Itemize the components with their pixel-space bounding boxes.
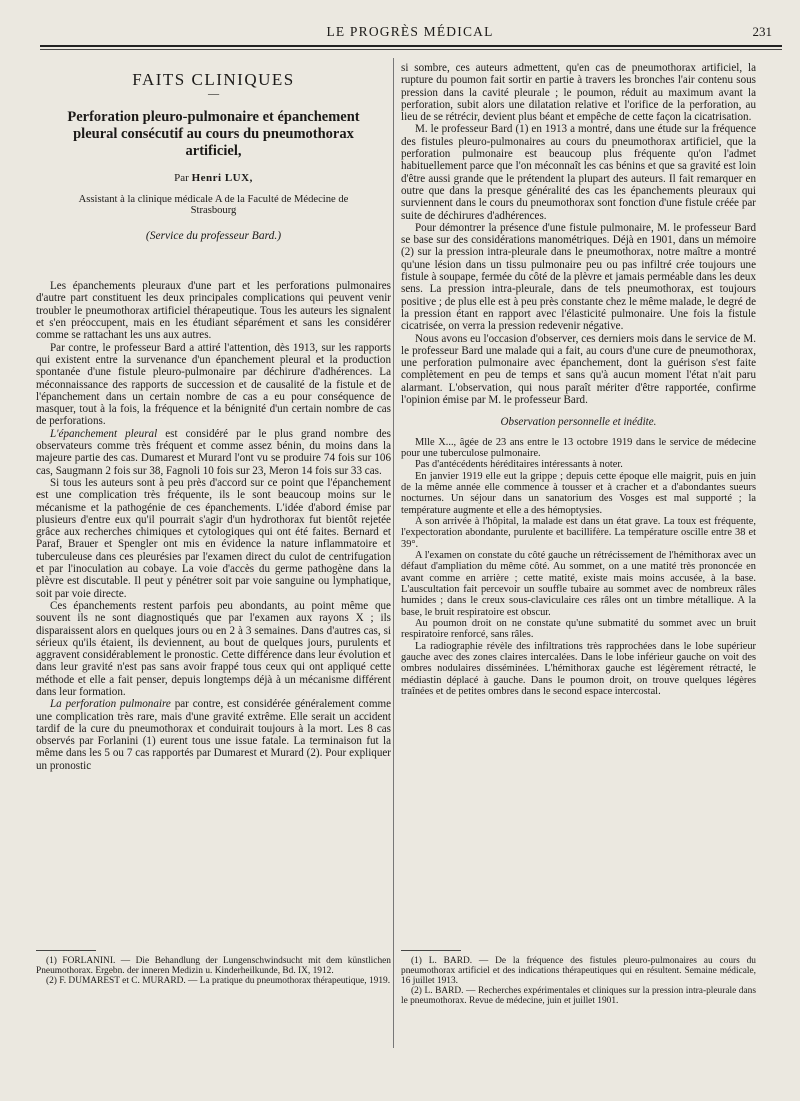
observation-body bbox=[401, 437, 756, 698]
article-title: Perforation pleuro-pulmonaire et épanchement pleural consécutif au cours du pneumothorax artificiel, bbox=[67, 108, 360, 159]
paragraph bbox=[36, 698, 391, 772]
column-divider bbox=[393, 58, 394, 1048]
left-footnotes bbox=[36, 956, 391, 986]
header-rule-thin bbox=[40, 49, 782, 50]
footnote-rule bbox=[401, 950, 461, 951]
paragraph: Ces épanchements restent parfois peu abondants, au point même que souvent ils ne sont diagnostiqués que par l'examen aux rayons X ; ils disparaissent alors en quelques jours ou en 2 à 3 semaines. Dans d'autres cas, si sérieux qu'ils étaient, ils deviennent, au bout de quelques jours, purulents et aggravent considérablement le pronostic. Cette différence dans leur évolution et dans leur gravité n'est pas sans avoir frappé tous ceux qui ont appliqué cette méthode et elle a fait penser, depuis longtemps déjà à un mécanisme différent dans leur formation. bbox=[36, 599, 391, 698]
paragraph: M. le professeur Bard (1) en 1913 a montré, dans une étude sur la fréquence des fistules pleuro-pulmonaires au cours du pneumothorax artificiel, que la perforation pulmonaire est beaucoup plus fréquente qu'on l'admet habituellement parce que l'on méconnaît les cas bénins et que sa gravité est loin d'être aussi grande que le prétendent la plupart des auteurs. Il fait remarquer en outre que dans la presque généralité des cas les épanchements pleuraux qui surviennent dans le cours du pneumothorax sont fonction d'une fistule créée par suite de déchirures d'adhérences. bbox=[401, 123, 756, 222]
author-affiliation: Assistant à la clinique médicale A de la Faculté de Médecine de Strasbourg bbox=[78, 193, 349, 216]
journal-title: LE PROGRÈS MÉDICAL bbox=[326, 24, 494, 39]
header-rule bbox=[40, 45, 782, 47]
paragraph: Pour démontrer la présence d'une fistule pulmonaire, M. le professeur Bard se base sur des considérations manométriques. Déjà en 1901, dans un mémoire (2) sur la pression intra-pleurale dans le pneumothorax, notre maître a montré qu'une lésion dans un tissu pulmonaire peu ou pas infiltré crée toujours une fistule à soupape, fermée du côté de la plèvre et jamais perméable dans les deux sens. La pression intra-pleurale, dans de tels pneumothorax, est toujours positive ; de plus elle est à peu près constante chez le même malade, le degré de la pression étant en rapport avec l'élasticité pulmonaire. Une fois la fistule cicatrisée, on verra la pression redevenir négative. bbox=[401, 221, 756, 333]
paragraph: Les épanchements pleuraux d'une part et les perforations pulmonaires d'autre part constituent les deux principales complications qui peuvent venir troubler le pneumothorax artificiel thérapeutique. Tous les auteurs les signalent et s'en préoccupent, mais en les étudiant séparément et sans les considérer comme se rattachant les uns aux autres. bbox=[36, 280, 391, 342]
observation-paragraph: Au poumon droit on ne constate qu'une submatité du sommet avec un bruit respiratoire renforcé, sans râles. bbox=[401, 618, 756, 641]
section-title: FAITS CLINIQUES bbox=[132, 70, 295, 89]
paragraph: si sombre, ces auteurs admettent, qu'en cas de pneumothorax artificiel, la rupture du poumon fait sortir en partie à travers les bronches l'air contenu sous pression dans la cavité pleurale ; le poumon, réduit au maximum avant la perforation, subit alors une dilatation relative et l'orifice de la perforation, au lieu de se rétrécir, devient plus béant et empêche de cette façon la cicatrisation. bbox=[401, 62, 756, 124]
paragraph-text: par contre, est considérée généralement comme une complication très rare, mais d'une gravité extrême. Elle serait un accident tardif de la cure du pneumothorax et conduirait toujours à la mort. Les 8 cas observés par Forlanini (1) eurent tous une issue fatale. La terminaison fut la même dans les 5 ou 7 cas rapportés par Dumarest et Murard (2). Pour expliquer un pronostic bbox=[36, 698, 391, 772]
service-line: (Service du professeur Bard.) bbox=[145, 229, 282, 242]
observation-paragraph: A son arrivée à l'hôpital, la malade est dans un état grave. La toux est fréquente, l'expectoration abondante, purulente et bacillifère. La température oscille entre 38 et 39°. bbox=[401, 516, 756, 550]
right-footnotes bbox=[401, 956, 756, 1006]
byline-prefix: Par bbox=[174, 171, 189, 184]
paragraph-lead: L'épanchement pleural bbox=[50, 427, 158, 440]
footnote: (1) FORLANINI. — Die Behandlung der Lungenschwindsucht mit dem künstlichen Pneumothorax. Ergebn. der inneren Medizin u. Kinderheilkunde, Bd. IX, 1912. bbox=[36, 956, 391, 977]
page-number: 231 bbox=[752, 24, 772, 39]
running-header bbox=[40, 24, 780, 44]
author-name: Henri LUX, bbox=[191, 171, 253, 184]
paragraph-text: est considéré par le plus grand nombre des observateurs comme très fréquent et comme assez bénin, du moins dans la majeure partie des cas. Dumarest et Murard l'ont vu se produire 74 fois sur 106 cas, Saugmann 2 fois sur 38, Fagnoli 10 fois sur 23, Meron 14 fois sur 33 cas. bbox=[36, 427, 391, 477]
title-dash: — bbox=[207, 88, 220, 101]
paragraph: Si tous les auteurs sont à peu près d'accord sur ce point que l'épanchement est une complication très fréquente, ils le sont beaucoup moins sur le mécanisme et la pathogénie de ces épanchements. L'idée d'abord émise par plusieurs d'entre eux qu'il pourrait s'agir d'un hydrothorax fut bientôt rejetée grâce aux recherches chimiques et cytologiques qui ont été faites. Bernard et Paraf, Brauer et Spengler ont mis en évidence la nature inflammatoire et tuberculeuse dans ces pleurésies par l'examen direct du culot de centrifugation et par l'inoculation au cobaye. La voie d'accès du germe pathogène dans la plèvre est discutable. Il peut y pénétrer soit par voie sanguine ou lymphatique, soit par voie directe. bbox=[36, 476, 391, 600]
paragraph: Par contre, le professeur Bard a attiré l'attention, dès 1913, sur les rapports qui existent entre la survenance d'un épanchement pleural et la production spontanée d'une fistule pleuro-pulmonaire par déchirure d'adhérences. La méconnaissance des rapports de succession et de causalité de la fistule et de l'épanchement dans un certain nombre de cas a eu pour conséquence de masquer, tout à la fois, la fréquence et la bénignité d'un certain nombre de cas de perforations. bbox=[36, 341, 391, 428]
footnote: (1) L. BARD. — De la fréquence des fistules pleuro-pulmonaires au cours du pneumothorax artificiel et des indications thérapeutiques qui en résultent. Semaine médicale, 16 juillet 1913. bbox=[401, 956, 756, 987]
left-column bbox=[36, 60, 391, 772]
byline bbox=[36, 172, 391, 184]
paragraph: Nous avons eu l'occasion d'observer, ces derniers mois dans le service de M. le professeur Bard une malade qui a fait, au cours d'une cure de pneumothorax, une perforation pulmonaire avec épanchement, dont la guérison s'est faite complètement en peu de temps et sans qu'à aucun moment l'état n'ait paru alarmant. L'observation, qui nous paraît mériter d'être rapportée, confirme l'opinion émise par M. le professeur Bard. bbox=[401, 332, 756, 407]
observation-paragraph: La radiographie révèle des infiltrations très rapprochées dans le lobe supérieur gauche avec des zones claires intercalées. Dans le lobe inférieur gauche on voit des ombres nodulaires disséminées. L'hémithorax gauche est légèrement rétracté, le médiastin déplacé à gauche. Dans le poumon droit, on trouve quelques légères traînées et de petites ombres dans le second espace intercostal. bbox=[401, 640, 756, 698]
observation-paragraph: Pas d'antécédents héréditaires intéressants à noter. bbox=[415, 459, 623, 471]
footnote: (2) L. BARD. — Recherches expérimentales et cliniques sur la pression intra-pleurale dans le pneumothorax. Revue de médecine, juin et juillet 1901. bbox=[401, 986, 756, 1007]
footnote: (2) F. DUMAREST et C. MURARD. — La pratique du pneumothorax thérapeutique, 1919. bbox=[46, 976, 391, 987]
observation-heading: Observation personnelle et inédite. bbox=[500, 416, 657, 429]
observation-paragraph: En janvier 1919 elle eut la grippe ; depuis cette époque elle maigrit, puis en juin de la même année elle commence à tousser et à cracher et a d'abondantes sueurs nocturnes. Un séjour dans un sanatorium des Vosges est mal supporté ; la température augmente et elle a des hémoptysies. bbox=[401, 470, 756, 516]
right-column bbox=[401, 62, 756, 698]
footnote-rule bbox=[36, 950, 96, 951]
paragraph bbox=[36, 428, 391, 477]
paragraph-lead: La perforation pulmonaire bbox=[50, 698, 171, 711]
observation-paragraph: Mlle X..., âgée de 23 ans entre le 13 octobre 1919 dans le service de médecine pour une tuberculose pulmonaire. bbox=[401, 436, 756, 459]
observation-paragraph: A l'examen on constate du côté gauche un rétrécissement de l'hémithorax avec un défaut d'ampliation du même côté. Au sommet, on a une matité très prononcée en avant comme en arrière ; cette matité, existe mais moins accusée, à la base. L'auscultation fait percevoir un souffle tubaire au sommet avec de nombreux râles humides ; dans le creux sous-claviculaire ces râles ont un timbre métallique. A la base, le bruit respiratoire est obscur. bbox=[401, 550, 756, 618]
